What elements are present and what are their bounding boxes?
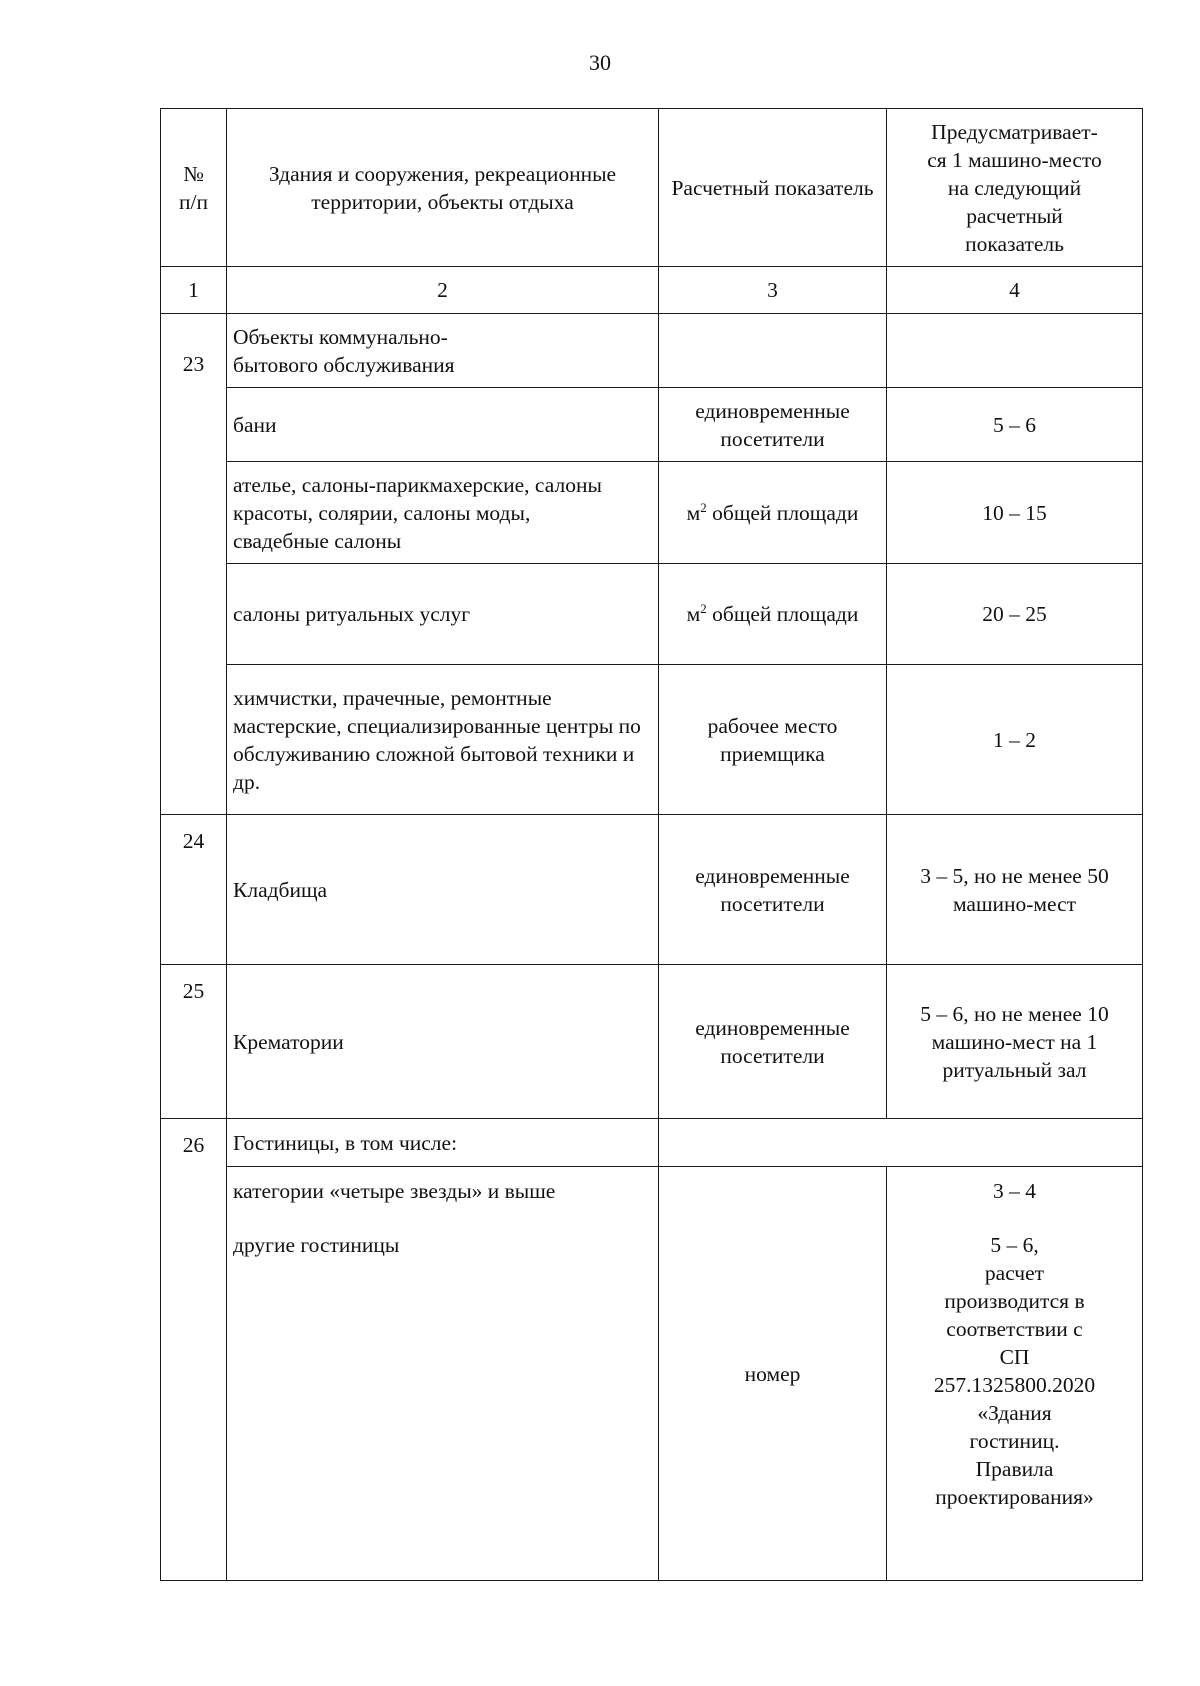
empty-cell bbox=[659, 314, 887, 388]
hotel-category-other: другие гостиницы bbox=[233, 1233, 400, 1257]
row-number: 24 bbox=[161, 815, 227, 965]
building-name: химчистки, прачечные, ремонтные мастерские, специализированные центры по обслуживанию сложной бытовой техники и др. bbox=[227, 665, 659, 815]
column-number: 4 bbox=[887, 267, 1143, 314]
group-title: Гостиницы, в том числе: bbox=[227, 1119, 659, 1167]
group-title: Объекты коммунально-бытового обслуживания bbox=[227, 314, 659, 388]
table-row bbox=[161, 564, 1143, 665]
table-row bbox=[161, 1119, 1143, 1167]
building-name: Кладбища bbox=[227, 815, 659, 965]
indicator: номер bbox=[659, 1167, 887, 1581]
page-number: 30 bbox=[589, 50, 611, 75]
table-row bbox=[161, 462, 1143, 564]
parking-rate-other: 5 – 6, расчет производится в соответствии с СП 257.1325800.2020 «Здания гостиниц. Правила проектирования» bbox=[933, 1233, 1096, 1509]
parking-rate: 3 – 5, но не менее 50 машино-мест bbox=[887, 815, 1143, 965]
building-name bbox=[227, 1167, 659, 1581]
table-row bbox=[161, 815, 1143, 965]
table-row bbox=[161, 314, 1143, 388]
empty-cell bbox=[887, 314, 1143, 388]
parking-rate: 5 – 6, но не менее 10 машино-мест на 1 ритуальный зал bbox=[887, 965, 1143, 1119]
parking-rate: 20 – 25 bbox=[887, 564, 1143, 665]
parking-rate-top: 3 – 4 bbox=[993, 1179, 1036, 1203]
header-parking-rate: Предусматривает- ся 1 машино-место на следующий расчетный показатель bbox=[887, 109, 1143, 267]
column-numbers-row bbox=[161, 267, 1143, 314]
table-row bbox=[161, 965, 1143, 1119]
indicator: рабочее место приемщика bbox=[659, 665, 887, 815]
header-buildings: Здания и сооружения, рекреационные территории, объекты отдыха bbox=[227, 109, 659, 267]
column-number: 1 bbox=[161, 267, 227, 314]
table-row bbox=[161, 388, 1143, 462]
header-row bbox=[161, 109, 1143, 267]
header-indicator: Расчетный показатель bbox=[659, 109, 887, 267]
row-number: 26 bbox=[161, 1119, 227, 1581]
indicator: $м^2$ общей площади bbox=[659, 462, 887, 564]
header-number: № п/п bbox=[161, 109, 227, 267]
column-number: 2 bbox=[227, 267, 659, 314]
row-number: 25 bbox=[161, 965, 227, 1119]
table-row bbox=[161, 1167, 1143, 1581]
empty-cell bbox=[659, 1119, 1143, 1167]
building-name: бани bbox=[227, 388, 659, 462]
row-number: 23 bbox=[161, 314, 227, 815]
parking-rate: 10 – 15 bbox=[887, 462, 1143, 564]
parking-rate bbox=[887, 1167, 1143, 1581]
indicator: единовременные посетители bbox=[659, 388, 887, 462]
parking-norms-table bbox=[160, 108, 1143, 1581]
building-name: Крематории bbox=[227, 965, 659, 1119]
building-name: салоны ритуальных услуг bbox=[227, 564, 659, 665]
hotel-category-top: категории «четыре звезды» и выше bbox=[233, 1179, 556, 1203]
indicator: единовременные посетители bbox=[659, 815, 887, 965]
indicator: единовременные посетители bbox=[659, 965, 887, 1119]
column-number: 3 bbox=[659, 267, 887, 314]
indicator: $м^2$ общей площади bbox=[659, 564, 887, 665]
parking-rate: 5 – 6 bbox=[887, 388, 1143, 462]
building-name: ателье, салоны-парикмахерские, салоны красоты, солярии, салоны моды, свадебные салоны bbox=[227, 462, 659, 564]
table-row bbox=[161, 665, 1143, 815]
parking-rate: 1 – 2 bbox=[887, 665, 1143, 815]
